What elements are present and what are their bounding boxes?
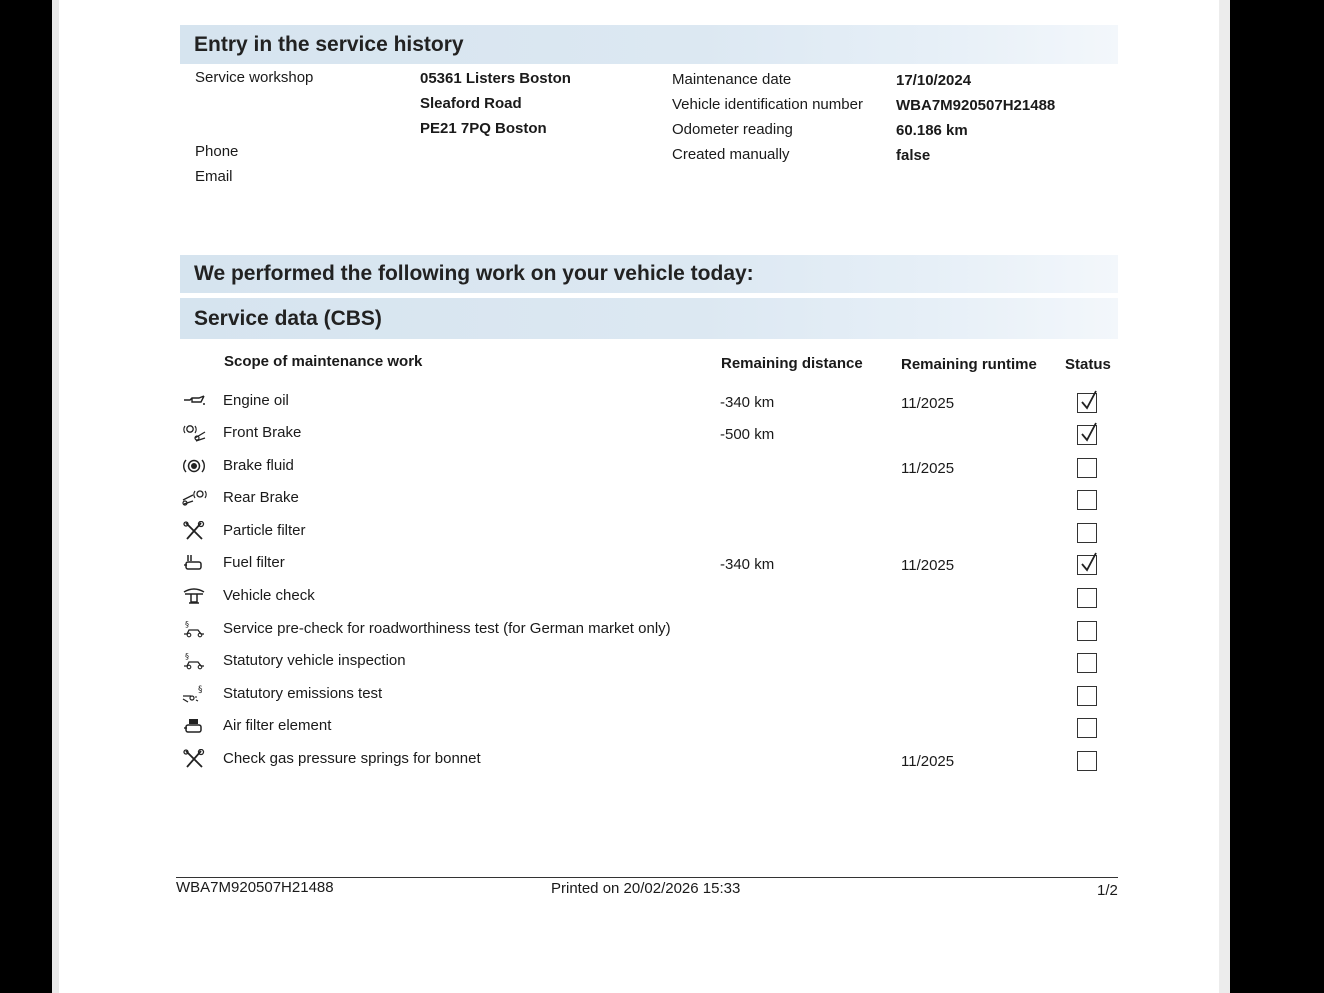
footer-printed-date: Printed on 20/02/2026 15:33 <box>551 880 741 897</box>
checkmark-icon <box>1079 390 1099 412</box>
odometer-value: 60.186 km <box>896 122 968 139</box>
maintenance-date-label: Maintenance date <box>672 71 792 88</box>
brake-fluid-icon <box>180 455 208 477</box>
service-item-remaining-runtime: 11/2025 <box>901 753 955 770</box>
footer-page-number: 1/2 <box>1097 882 1118 899</box>
service-item-remaining-runtime: 11/2025 <box>901 460 955 477</box>
service-workshop-label: Service workshop <box>195 69 314 86</box>
status-checkbox <box>1077 458 1097 478</box>
page-edge-left <box>52 0 59 993</box>
created-manually-value: false <box>896 147 931 164</box>
service-item-name: Vehicle check <box>223 587 315 604</box>
svg-text:§: § <box>185 620 189 629</box>
service-item-remaining-distance: -500 km <box>720 426 775 443</box>
air-filter-icon <box>180 715 208 737</box>
column-header-scope: Scope of maintenance work <box>224 353 423 370</box>
status-checkbox <box>1077 490 1097 510</box>
column-header-status: Status <box>1065 356 1111 373</box>
page-edge-right <box>1219 0 1230 993</box>
vehicle-check-icon <box>180 585 208 607</box>
service-item-remaining-runtime: 11/2025 <box>901 395 955 412</box>
service-item-name: Statutory vehicle inspection <box>223 652 406 669</box>
status-checkbox <box>1077 718 1097 738</box>
status-checkbox <box>1077 751 1097 771</box>
vin-value: WBA7M920507H21488 <box>896 97 1056 114</box>
service-data-heading: Service data (CBS) <box>194 306 382 330</box>
car-paragraph-icon <box>180 618 208 640</box>
column-header-runtime: Remaining runtime <box>901 356 1037 373</box>
service-item-name: Engine oil <box>223 392 289 409</box>
odometer-label: Odometer reading <box>672 121 793 138</box>
status-checkbox <box>1077 621 1097 641</box>
service-item-remaining-distance: -340 km <box>720 556 775 573</box>
status-checkbox <box>1077 555 1097 575</box>
status-checkbox <box>1077 425 1097 445</box>
work-performed-heading-band <box>180 255 1118 293</box>
tools-icon <box>180 748 208 770</box>
service-item-name: Particle filter <box>223 522 306 539</box>
column-header-distance: Remaining distance <box>721 355 863 372</box>
status-checkbox <box>1077 686 1097 706</box>
svg-text:§: § <box>198 685 203 695</box>
service-item-remaining-runtime: 11/2025 <box>901 557 955 574</box>
svg-text:§: § <box>185 652 189 661</box>
phone-label: Phone <box>195 143 239 160</box>
work-performed-heading: We performed the following work on your vehicle today: <box>194 262 754 285</box>
status-checkbox <box>1077 653 1097 673</box>
service-item-name: Rear Brake <box>223 489 299 506</box>
email-label: Email <box>195 168 233 185</box>
status-checkbox <box>1077 393 1097 413</box>
service-item-name: Front Brake <box>223 424 302 441</box>
workshop-street: Sleaford Road <box>420 95 522 112</box>
service-history-heading-band <box>180 25 1118 64</box>
front-brake-icon <box>180 422 208 444</box>
vin-label: Vehicle identification number <box>672 96 863 113</box>
footer-vin: WBA7M920507H21488 <box>176 879 334 896</box>
rear-brake-icon <box>180 487 208 509</box>
checkmark-icon <box>1079 552 1099 574</box>
fuel-filter-icon <box>180 552 208 574</box>
created-manually-label: Created manually <box>672 146 790 163</box>
exhaust-paragraph-icon <box>180 683 208 705</box>
car-paragraph-icon <box>180 650 208 672</box>
maintenance-date-value: 17/10/2024 <box>896 72 972 89</box>
workshop-name: 05361 Listers Boston <box>420 70 571 87</box>
service-item-name: Fuel filter <box>223 554 285 571</box>
service-item-remaining-distance: -340 km <box>720 394 775 411</box>
service-item-name: Service pre-check for roadworthiness test (for German market only) <box>223 620 671 637</box>
service-item-name: Brake fluid <box>223 457 294 474</box>
engine-oil-icon <box>180 390 208 412</box>
workshop-city: PE21 7PQ Boston <box>420 120 547 137</box>
tools-icon <box>180 520 208 542</box>
status-checkbox <box>1077 523 1097 543</box>
service-item-name: Air filter element <box>223 717 332 734</box>
service-item-name: Statutory emissions test <box>223 685 383 702</box>
service-data-heading-band <box>180 298 1118 339</box>
service-history-heading: Entry in the service history <box>194 32 464 56</box>
status-checkbox <box>1077 588 1097 608</box>
footer-divider <box>176 877 1118 878</box>
service-item-name: Check gas pressure springs for bonnet <box>223 750 481 767</box>
checkmark-icon <box>1079 422 1099 444</box>
